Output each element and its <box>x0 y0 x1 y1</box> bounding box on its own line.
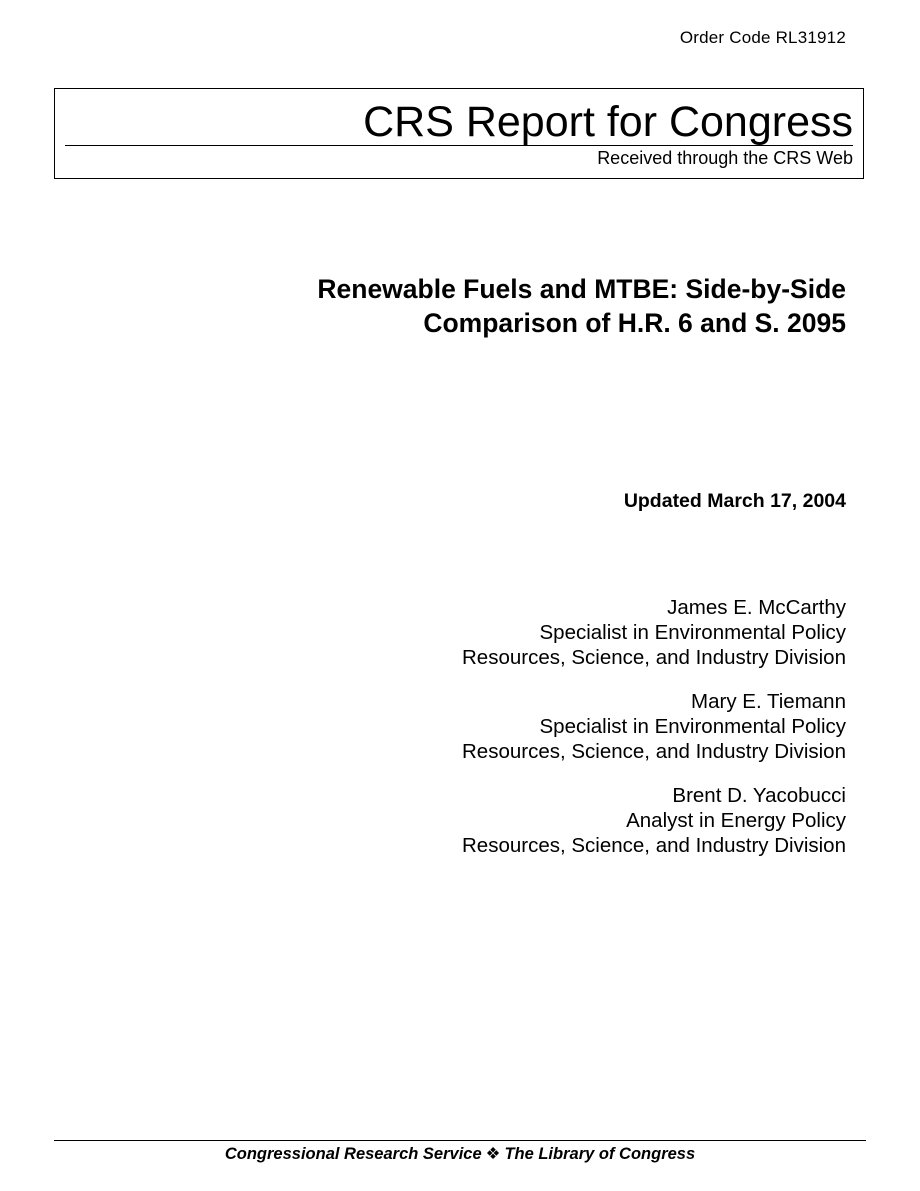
crs-report-title: CRS Report for Congress <box>363 98 853 146</box>
author-division: Resources, Science, and Industry Division <box>462 834 846 857</box>
author-division: Resources, Science, and Industry Division <box>462 740 846 763</box>
author-name: Mary E. Tiemann <box>691 690 846 713</box>
author-block <box>326 783 846 858</box>
report-title-line-1: Renewable Fuels and MTBE: Side-by-Side <box>317 274 846 304</box>
author-role: Specialist in Environmental Policy <box>539 715 846 738</box>
order-code: Order Code RL31912 <box>679 28 846 47</box>
author-block <box>326 595 846 670</box>
author-name: Brent D. Yacobucci <box>672 784 846 807</box>
report-title-line-2: Comparison of H.R. 6 and S. 2095 <box>423 308 846 338</box>
author-division: Resources, Science, and Industry Division <box>462 646 846 669</box>
footer-divider <box>54 1140 866 1141</box>
footer-loc: The Library of Congress <box>504 1145 696 1163</box>
report-title <box>206 272 846 340</box>
crs-report-subtitle: Received through the CRS Web <box>597 148 853 168</box>
author-block <box>326 689 846 764</box>
author-list <box>326 595 846 877</box>
author-role: Analyst in Energy Policy <box>626 809 846 832</box>
author-name: James E. McCarthy <box>667 596 846 619</box>
footer <box>0 1144 920 1164</box>
header-divider <box>65 145 853 146</box>
diamond-icon: ❖ <box>485 1145 501 1163</box>
crs-header-box <box>54 88 864 179</box>
author-role: Specialist in Environmental Policy <box>539 621 846 644</box>
updated-date: Updated March 17, 2004 <box>623 490 846 512</box>
footer-crs: Congressional Research Service <box>224 1145 482 1163</box>
